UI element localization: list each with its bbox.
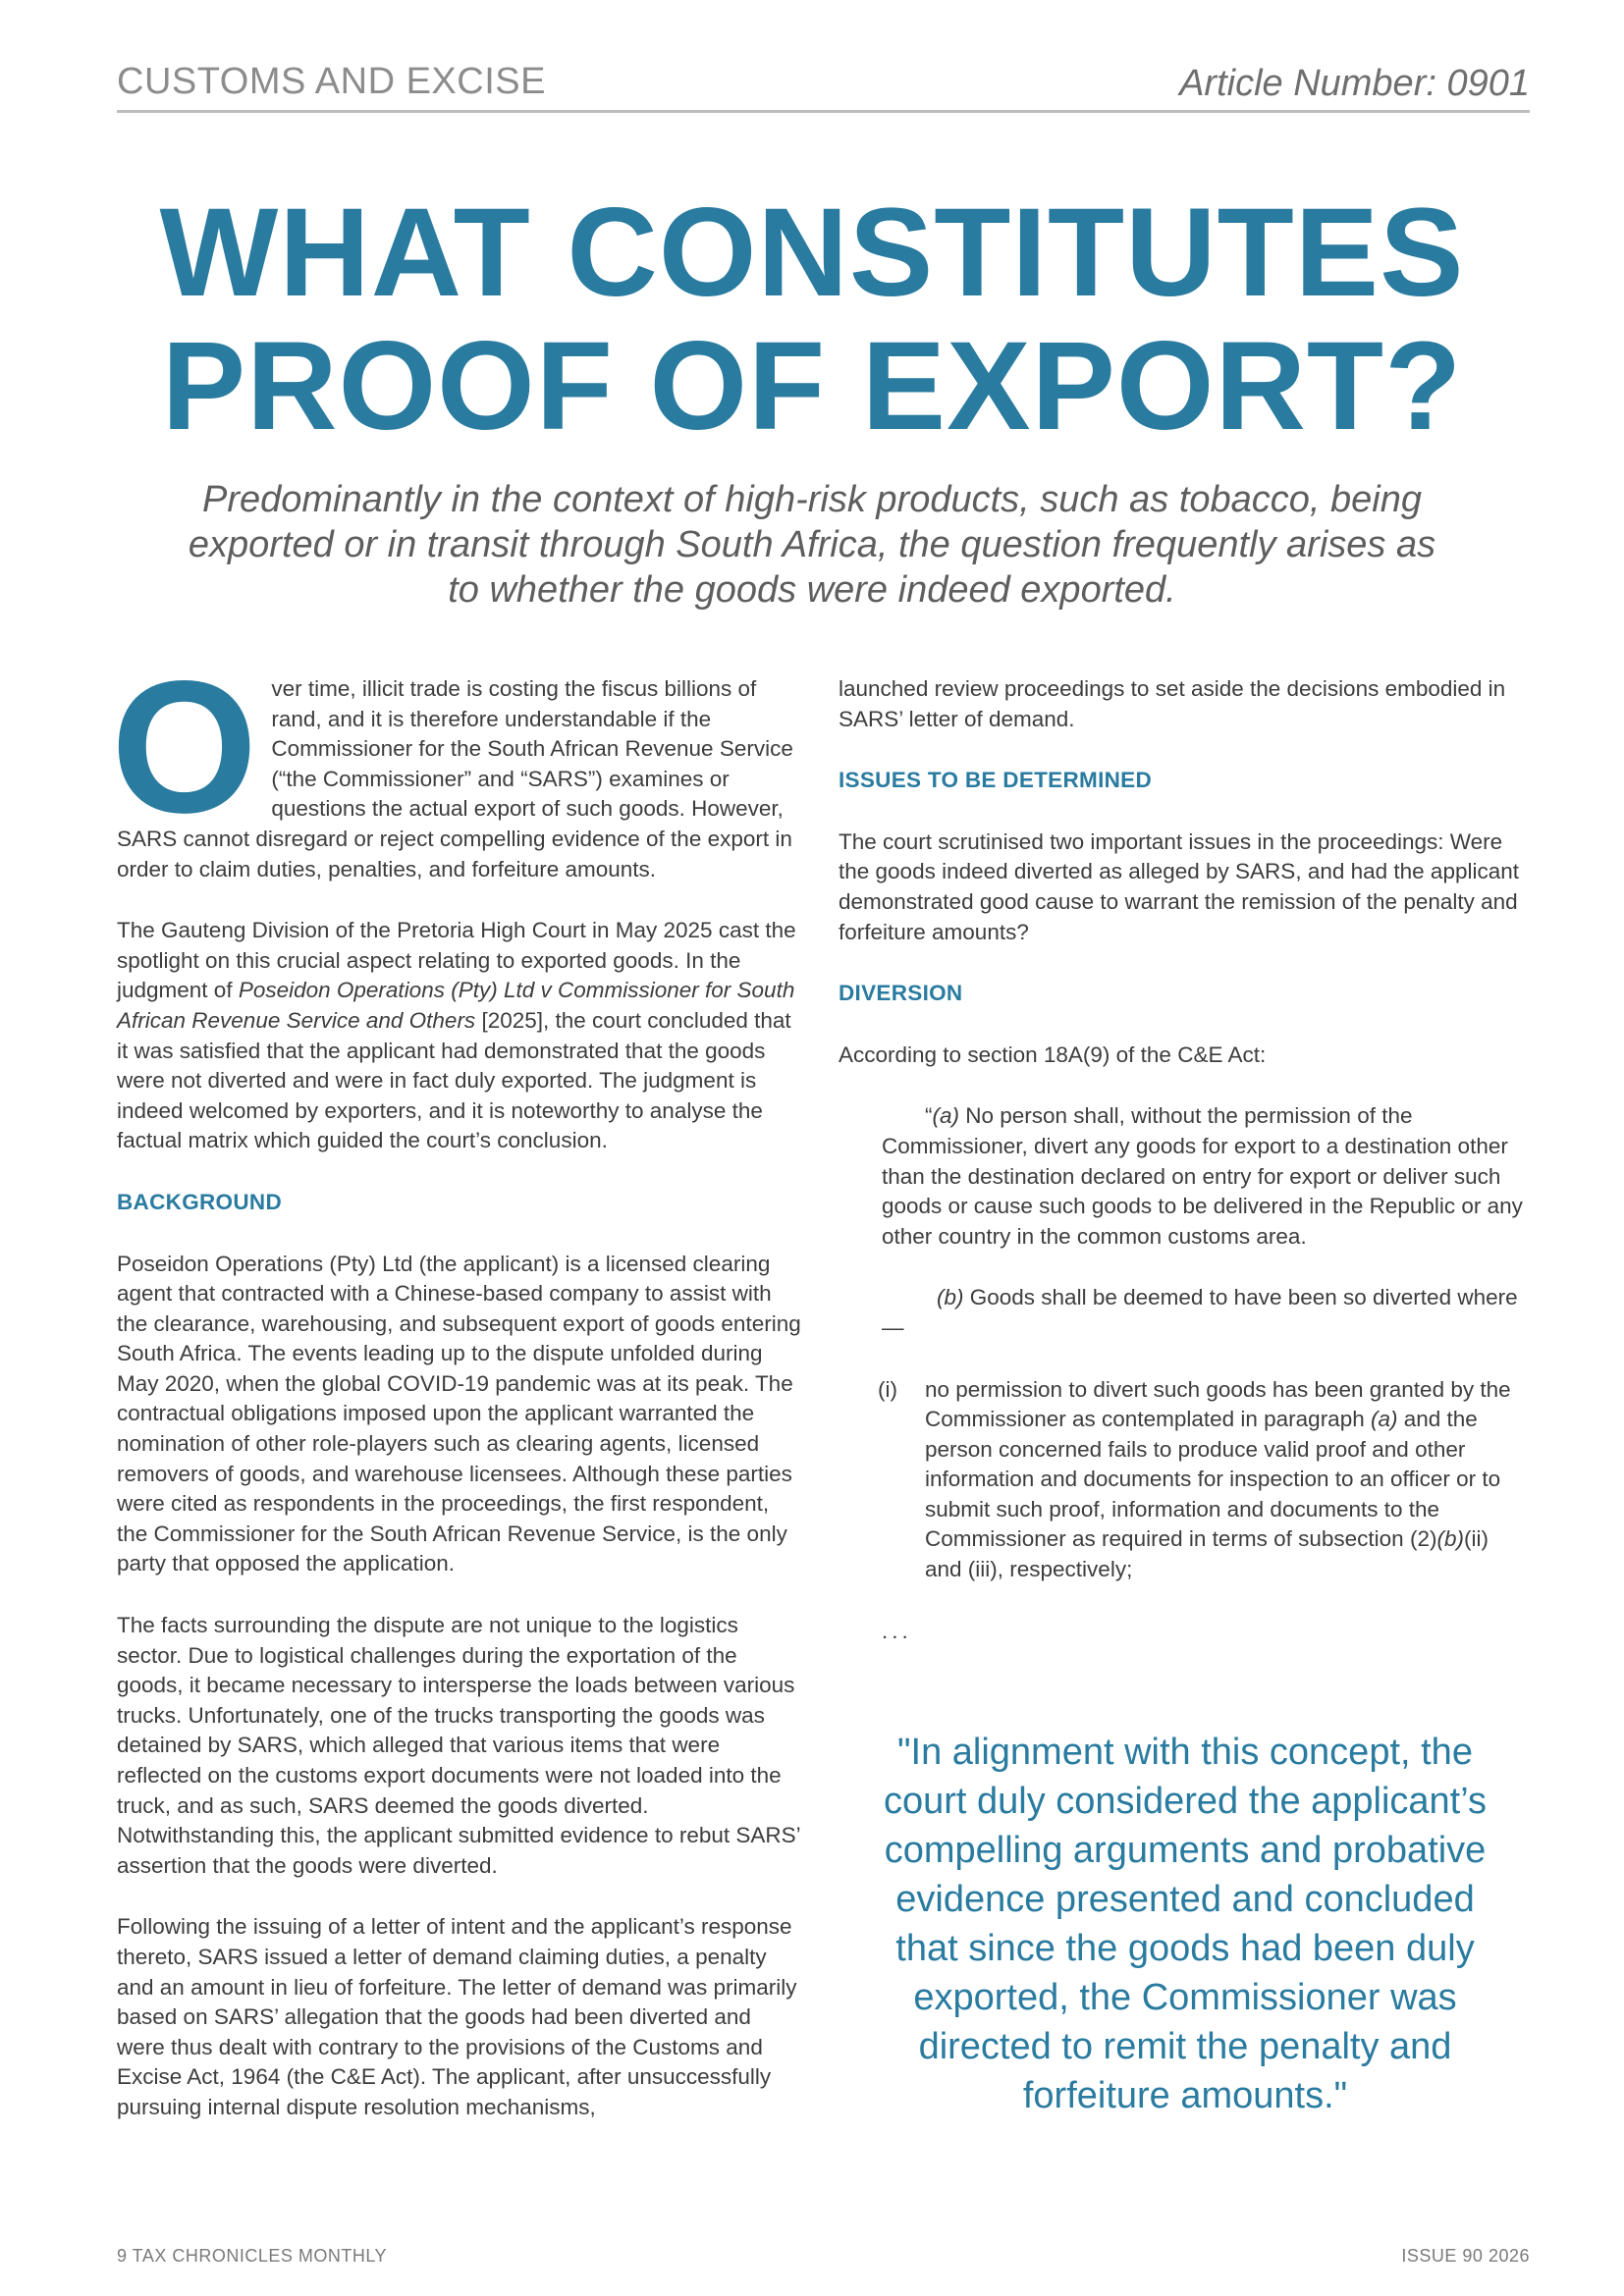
footer-page-publication: 9 TAX CHRONICLES MONTHLY [117, 2246, 388, 2266]
issues-paragraph: The court scrutinised two important issues in the proceedings: Were the goods indeed diverted as alleged by SARS, and had the applicant demonstrated good cause to warrant the remission of the penalty and forfeiture amounts? [839, 828, 1519, 944]
pull-quote: "In alignment with this concept, the court duly considered the applicant’s compelling arguments and probative evidence presented and concluded that since the goods had been duly exported, the Commissioner was directed to remit the penalty and forfeiture amounts." [883, 1732, 1487, 2116]
footer-issue: ISSUE 90 2026 [1401, 2246, 1530, 2266]
section-label: CUSTOMS AND EXCISE [117, 61, 546, 102]
background-paragraph-1: Poseidon Operations (Pty) Ltd (the applicant) is a licensed clearing agent that contracted with a Chinese-based company to assist with the clearance, warehousing, and subsequent export of goods entering South Africa. The events leading up to the dispute unfolded during May 2020, when the global COVID-19 pandemic was at its peak. The contractual obligations imposed upon the applicant warranted the nomination of other role-players such as clearing agents, licensed removers of goods, and warehouse licensees. Although these parties were cited as respondents in the proceedings, the first respondent, the Commissioner for the South African Revenue Service, is the only party that opposed the application. [117, 1251, 801, 1576]
left-column [111, 641, 802, 2155]
court-paragraph: The Gauteng Division of the Pretoria High Court in May 2025 cast the spotlight on this crucial aspect relating to exported goods. In the judgment of Poseidon Operations (Pty) Ltd v Commissioner for South African Revenue Service and Others [2025], the court concluded that it was satisfied that the applicant had demonstrated that the goods were not diverted and were in fact duly exported. The judgment is indeed welcomed by exporters, and it is noteworthy to analyse the factual matrix which guided the court’s conclusion. [117, 918, 796, 1153]
continuation-paragraph: launched review proceedings to set aside the decisions embodied in SARS’ letter of demand. [839, 676, 1506, 731]
right-column [839, 674, 1530, 1646]
background-paragraph-2: The facts surrounding the dispute are not unique to the logistics sector. Due to logistical challenges during the exportation of the goods, it became necessary to intersperse the loads between various trucks. Unfortunately, one of the trucks transporting the goods was detained by SARS, which alleged that various items that were reflected on the customs export documents were not loaded into the truck, and as such, SARS deemed the goods diverted. Notwithstanding this, the applicant submitted evidence to rebut SARS’ assertion that the goods were diverted. [117, 1613, 800, 1878]
title-line-2: PROOF OF EXPORT? [161, 316, 1463, 456]
background-heading: BACKGROUND [117, 1189, 282, 1214]
intro-text: ver time, illicit trade is costing the fiscus billions of rand, and it is therefore understandable if the Commissioner for the South African Revenue Service (“the Commissioner” and “SARS”) examines or questions the actual export of such goods. However, SARS cannot disregard or reject compelling evidence of the export in order to claim duties, penalties, and forfeiture amounts. [117, 676, 793, 881]
background-paragraph-3: Following the issuing of a letter of intent and the applicant’s response thereto, SARS issued a letter of demand claiming duties, a penalty and an amount in lieu of forfeiture. The letter of demand was primarily based on SARS’ allegation that the goods had been diverted and were thus dealt with contrary to the provisions of the Customs and Excise Act, 1964 (the C&E Act). The applicant, after unsuccessfully pursuing internal dispute resolution mechanisms, [117, 1914, 797, 2119]
item-number: (i) [878, 1376, 897, 1402]
intro-paragraph [111, 641, 802, 884]
case-name: Poseidon Operations (Pty) Ltd v Commissioner for South African Revenue Service and Others [117, 978, 795, 1033]
drop-cap: O [111, 641, 258, 852]
standfirst: Predominantly in the context of high-risk products, such as tobacco, being exported or in transit through South Africa, the question frequently arises as to whether the goods were indeed exported. [188, 479, 1436, 611]
article-number: Article Number: 0901 [1179, 63, 1530, 104]
title-line-1: WHAT CONSTITUTES [159, 183, 1465, 323]
statute-para-b: (b) Goods shall be deemed to have been so diverted where— [882, 1285, 1518, 1340]
statute-quote [878, 1101, 1530, 1584]
statute-item-i [878, 1375, 1530, 1585]
diversion-intro: According to section 18A(9) of the C&E Act: [839, 1041, 1267, 1067]
issues-heading: ISSUES TO BE DETERMINED [839, 768, 1153, 793]
page-title [0, 183, 1624, 456]
header-divider [117, 110, 1530, 113]
ellipsis: ... [882, 1618, 912, 1643]
statute-para-a: “(a) No person shall, without the permission of the Commissioner, divert any goods for export to a destination other than the destination declared on entry for export or deliver such goods or cause such goods to be delivered in the Republic or any other country in the common customs area. [882, 1103, 1523, 1249]
diversion-heading: DIVERSION [839, 981, 963, 1006]
item-text: no permission to divert such goods has been granted by the Commissioner as contemplated in paragraph (a) and the person concerned fails to produce valid proof and other information and documents for inspection to an officer or to submit such proof, information and documents to the Commissioner as required in terms of subsection (2)(b)(ii) and (iii), respectively; [925, 1376, 1511, 1582]
